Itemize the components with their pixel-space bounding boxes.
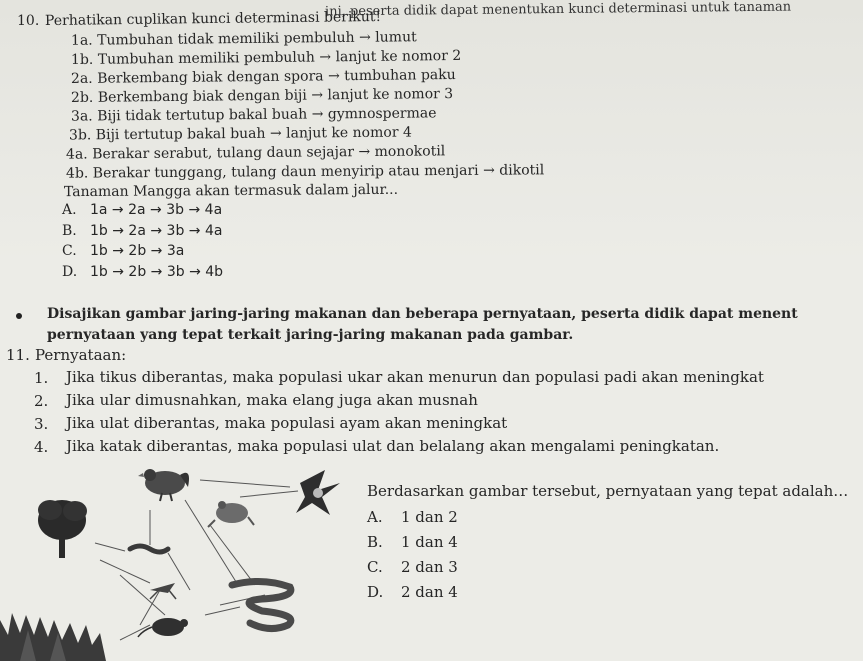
- q11-question: Berdasarkan gambar tersebut, pernyataan yang tepat adalah…: [367, 482, 849, 500]
- q10-option-c-letter: C.: [62, 243, 77, 259]
- q10-option-d-letter: D.: [62, 264, 78, 280]
- food-web-figure: [0, 465, 360, 661]
- eagle-icon: [296, 470, 340, 515]
- key-4a: 4a. Berakar serabut, tulang daun sejajar → monokotil: [65, 143, 446, 163]
- chicken-icon: [138, 469, 189, 501]
- q11-option-d-text: 2 dan 4: [401, 583, 458, 601]
- key-2b: 2b. Berkembang biak dengan biji → lanjut ke nomor 3: [70, 85, 454, 107]
- arrow-line: [120, 625, 150, 640]
- frog-icon: [208, 501, 254, 527]
- statement-2-num: 2.: [34, 392, 49, 410]
- statement-4-text: Jika katak diberantas, maka populasi ulat dan belalang akan mengalami peningkatan.: [66, 437, 720, 455]
- key-2a: 2a. Berkembang biak dengan spora → tumbuhan paku: [70, 66, 456, 88]
- q11-option-a-letter: A.: [367, 508, 383, 526]
- grasshopper-icon: [150, 583, 176, 599]
- q11-option-b-text: 1 dan 4: [401, 533, 458, 551]
- tree-icon: [38, 500, 87, 558]
- q10-option-d-text: 1b → 2b → 3b → 4b: [90, 264, 224, 280]
- key-3b: 3b. Biji tertutup bakal buah → lanjut ke nomor 4: [68, 124, 412, 144]
- q11-option-a-text: 1 dan 2: [401, 508, 458, 526]
- arrow-line: [240, 491, 298, 497]
- snake-icon: [232, 581, 291, 628]
- q10-intro: Perhatikan cuplikan kunci determinasi berikut!: [44, 8, 382, 30]
- q10-question: Tanaman Mangga akan termasuk dalam jalur...: [63, 181, 399, 201]
- arrow-line: [205, 607, 240, 615]
- indicator-line-1: Disajikan gambar jaring-jaring makanan dan beberapa pernyataan, peserta didik dapat menent: [47, 306, 798, 322]
- q11-option-c-text: 2 dan 3: [401, 558, 458, 576]
- header-fragment: ini, peserta didik dapat menentukan kunci determinasi untuk tanaman: [324, 0, 792, 20]
- q11-option-b-letter: B.: [367, 533, 383, 551]
- q11-label: Pernyataan:: [35, 346, 127, 364]
- statement-4-num: 4.: [34, 438, 49, 456]
- bullet-icon: [16, 313, 22, 319]
- statement-1-num: 1.: [34, 369, 49, 387]
- key-1a: 1a. Tumbuhan tidak memiliki pembuluh → lumut: [70, 29, 417, 49]
- arrow-line: [95, 543, 125, 551]
- q10-option-a-letter: A.: [62, 202, 77, 218]
- food-web-arrows: [95, 480, 298, 640]
- q10-option-a-text: 1a → 2a → 3b → 4a: [90, 202, 223, 218]
- key-4b: 4b. Berakar tunggang, tulang daun menyirip atau menjari → dikotil: [65, 162, 545, 182]
- statement-2-text: Jika ular dimusnahkan, maka elang juga akan musnah: [66, 391, 478, 409]
- statement-3-num: 3.: [34, 415, 49, 433]
- statement-1-text: Jika tikus diberantas, maka populasi ukar akan menurun dan populasi padi akan meningkat: [66, 368, 764, 386]
- q11-option-d-letter: D.: [367, 583, 384, 601]
- q10-option-b-text: 1b → 2a → 3b → 4a: [90, 223, 223, 239]
- arrow-line: [120, 575, 165, 615]
- key-3a: 3a. Biji tidak tertutup bakal buah → gymnospermae: [70, 105, 437, 125]
- food-web-svg: [0, 465, 360, 661]
- grass-icon: [0, 613, 106, 661]
- key-1b: 1b. Tumbuhan memiliki pembuluh → lanjut ke nomor 2: [70, 47, 462, 69]
- q10-number: 10.: [17, 13, 40, 29]
- q11-number: 11.: [6, 346, 30, 364]
- q10-option-b-letter: B.: [62, 223, 77, 239]
- indicator-line-2: pernyataan yang tepat terkait jaring-jaring makanan pada gambar.: [47, 327, 574, 343]
- arrow-line: [200, 480, 290, 487]
- q10-option-c-text: 1b → 2b → 3a: [90, 243, 185, 259]
- q11-option-c-letter: C.: [367, 558, 383, 576]
- caterpillar-icon: [130, 546, 168, 552]
- statement-3-text: Jika ulat diberantas, maka populasi ayam akan meningkat: [66, 414, 508, 432]
